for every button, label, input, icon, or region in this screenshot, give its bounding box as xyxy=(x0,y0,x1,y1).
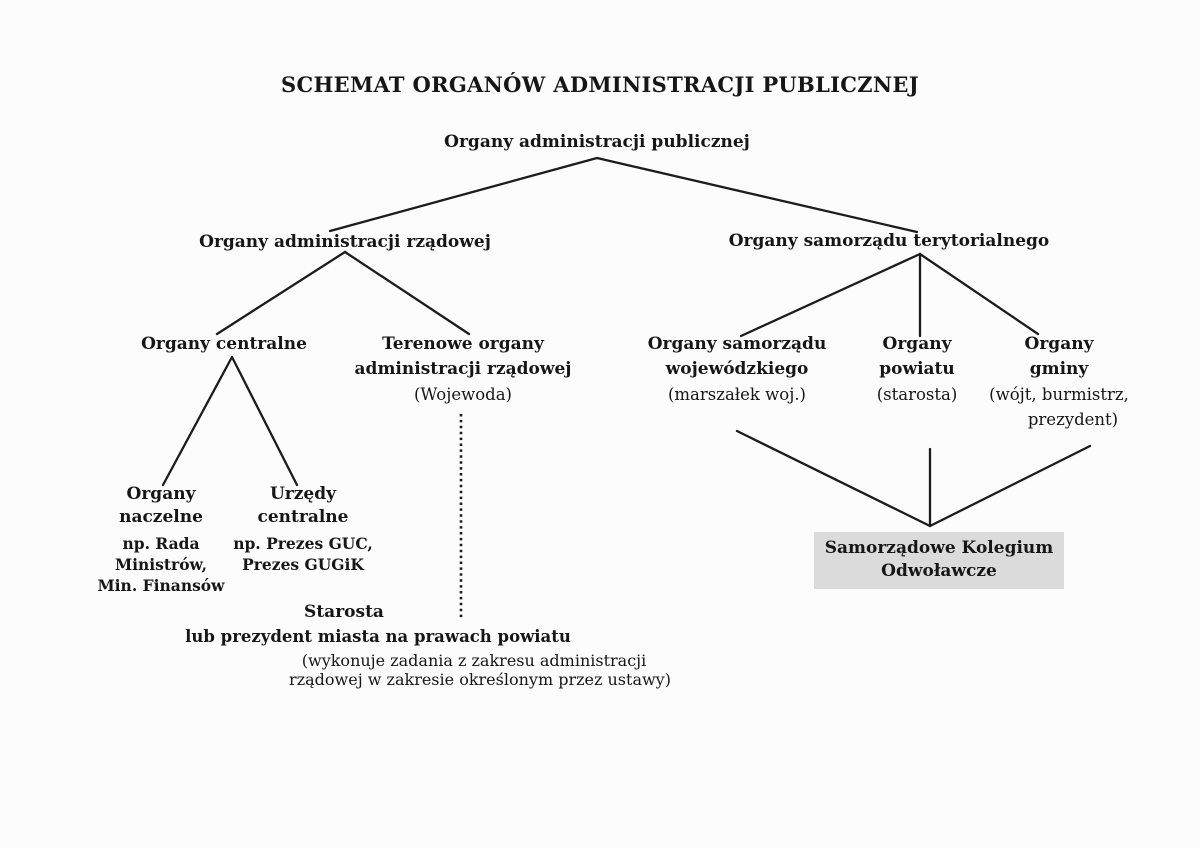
edge-woj-sko xyxy=(737,431,930,526)
node-line: Organy xyxy=(1024,334,1094,354)
node-line: Urzędy xyxy=(269,484,337,504)
node-samorzadowe-kolegium-odwolawcze xyxy=(814,532,1064,589)
edge-samorzad-woj xyxy=(741,254,920,336)
node-line: naczelne xyxy=(119,507,203,527)
node-line: Organy xyxy=(126,484,196,504)
node-urzedy-centralne xyxy=(233,483,373,575)
edge-gmina-sko xyxy=(930,446,1090,526)
node-starosta-note-line2: rządowej w zakresie określonym przez ustawy) xyxy=(289,670,671,689)
example-line: Ministrów, xyxy=(114,555,208,574)
node-starosta-title: Starosta xyxy=(304,602,384,622)
node-subtitle: (marszałek woj.) xyxy=(667,385,807,404)
node-line: Organy samorządu xyxy=(647,334,827,354)
node-line: powiatu xyxy=(879,359,955,379)
edge-root-rzadowa xyxy=(330,158,597,231)
node-organy-centralne: Organy centralne xyxy=(141,334,307,354)
node-line: wojewódzkiego xyxy=(665,359,809,379)
node-line: Samorządowe Kolegium xyxy=(824,538,1054,558)
edge-root-samorzad xyxy=(597,158,917,232)
node-organy-gminy xyxy=(989,332,1129,432)
node-organy-samorzadu-terytorialnego: Organy samorządu terytorialnego xyxy=(728,231,1050,251)
node-examples xyxy=(98,533,225,596)
edge-rzadowa-terenowe xyxy=(345,252,469,334)
node-subtitle: (Wojewoda) xyxy=(414,385,512,404)
edge-centralne-naczelne xyxy=(163,357,232,485)
example-line: Min. Finansów xyxy=(97,576,225,595)
node-starosta-note-line1: (wykonuje zadania z zakresu administracji xyxy=(301,651,647,670)
node-organy-powiatu xyxy=(877,332,958,407)
node-line: Odwoławcze xyxy=(881,561,997,581)
node-subtitle: (starosta) xyxy=(876,385,958,404)
edge-rzadowa-centralne xyxy=(217,252,345,334)
node-subtitle: prezydent) xyxy=(1027,410,1119,429)
diagram-title: SCHEMAT ORGANÓW ADMINISTRACJI PUBLICZNEJ xyxy=(281,72,919,97)
node-line: centralne xyxy=(257,507,349,527)
node-starosta-subtitle: lub prezydent miasta na prawach powiatu xyxy=(185,627,571,646)
node-subtitle: (wójt, burmistrz, xyxy=(989,385,1129,404)
edge-samorzad-gmina xyxy=(920,254,1038,334)
node-organy-administracji-rzadowej: Organy administracji rządowej xyxy=(199,232,491,252)
example-line: np. Prezes GUC, xyxy=(233,534,373,553)
node-line: Organy xyxy=(882,334,952,354)
node-organy-administracji-publicznej: Organy administracji publicznej xyxy=(444,132,750,152)
node-terenowe-organy xyxy=(355,332,572,407)
node-examples xyxy=(233,533,373,575)
node-line: administracji rządowej xyxy=(354,359,572,379)
example-line: Prezes GUGiK xyxy=(242,555,364,574)
edge-centralne-urzedy xyxy=(232,357,297,485)
node-organy-naczelne xyxy=(98,483,225,596)
node-line: Terenowe organy xyxy=(382,334,544,354)
node-organy-samorzadu-wojewodzkiego xyxy=(648,332,827,407)
node-line: gminy xyxy=(1029,359,1089,379)
example-line: np. Rada xyxy=(122,534,200,553)
